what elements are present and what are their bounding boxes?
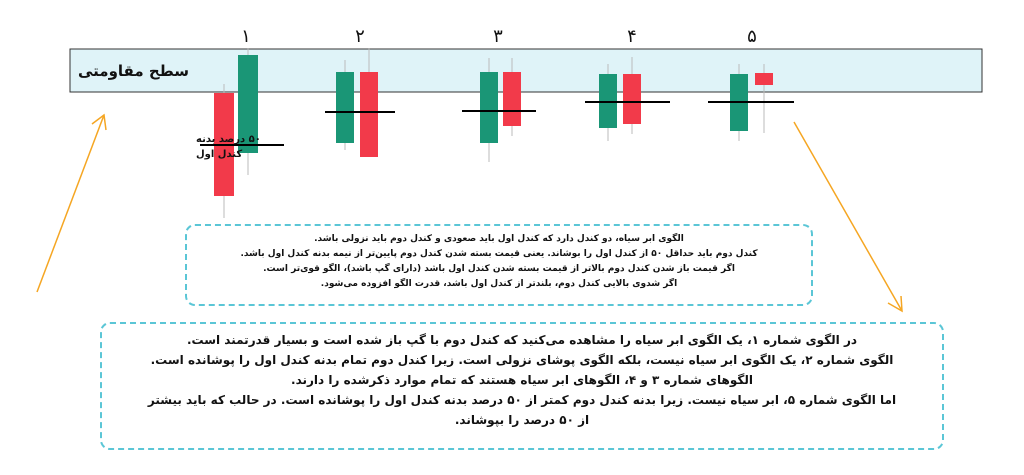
candle-2a-body	[336, 72, 354, 143]
analysis-note-line: اما الگوی شماره ۵، ابر سیاه نیست. زیرا بدنه کندل دوم کمتر از ۵۰ درصد بدنه کندل اول را پوشانده است. در حالب که باید بیشتر	[147, 393, 897, 407]
candle-3b-body	[503, 72, 521, 126]
analysis-note-line: الگوی شماره ۲، یک الگوی ابر سیاه نیست، بلکه الگوی پوشای نزولی است. زیرا کندل دوم تمام بدنه کندل اول را پوشانده است.	[150, 353, 894, 367]
half-body-label-line2: کندل اول	[196, 149, 243, 160]
pattern-number-1: ۱	[241, 26, 251, 47]
analysis-note	[100, 322, 944, 450]
pattern-number-2: ۲	[355, 26, 365, 47]
candle-5b-body	[755, 73, 773, 85]
candle-4b-body	[623, 74, 641, 124]
rules-note-line: کندل دوم باید حداقل ۵۰ از کندل اول را بوشاند. یعنی قیمت بسته شدن کندل دوم پایین‌تر از نیمه بدنه کندل اول باشد.	[240, 249, 758, 259]
resistance-label: سطح مقاومتی	[78, 62, 190, 80]
rules-note	[185, 224, 813, 306]
candle-2b-body	[360, 72, 378, 157]
pattern-number-5: ۵	[747, 26, 757, 47]
analysis-note-line: در الگوی شماره ۱، یک الگوی ابر سیاه را مشاهده می‌کنید که کندل دوم با گپ باز شده است و بسیار قدرتمند است.	[186, 333, 858, 347]
half-body-label-line1: ۵۰ درصد بدنه	[196, 134, 261, 145]
candle-3a-body	[480, 72, 498, 143]
analysis-note-line: الگوهای شماره ۳ و ۴، الگوهای ابر سیاه هستند که تمام موارد ذکرشده را دارند.	[291, 373, 753, 387]
pattern-number-3: ۳	[493, 26, 503, 47]
pattern-number-4: ۴	[627, 26, 637, 47]
resistance-zone	[70, 49, 982, 92]
rules-note-line: اگر قیمت باز شدن کندل دوم بالاتر از قیمت بسته شدن کندل اول باشد (دارای گپ باشد)، الگو قوی‌تر است.	[263, 264, 735, 274]
rules-note-line: الگوی ابر سیاه، دو کندل دارد که کندل اول باید صعودی و کندل دوم باید نزولی باشد.	[314, 234, 684, 244]
pattern-numbers	[241, 26, 757, 47]
left-arrow	[37, 115, 106, 292]
rules-note-line: اگر شدوی بالایی کندل دوم، بلندتر از کندل اول باشد، قدرت الگو افزوده می‌شود.	[320, 279, 678, 289]
analysis-note-line: از ۵۰ درصد را بپوشاند.	[454, 413, 590, 427]
